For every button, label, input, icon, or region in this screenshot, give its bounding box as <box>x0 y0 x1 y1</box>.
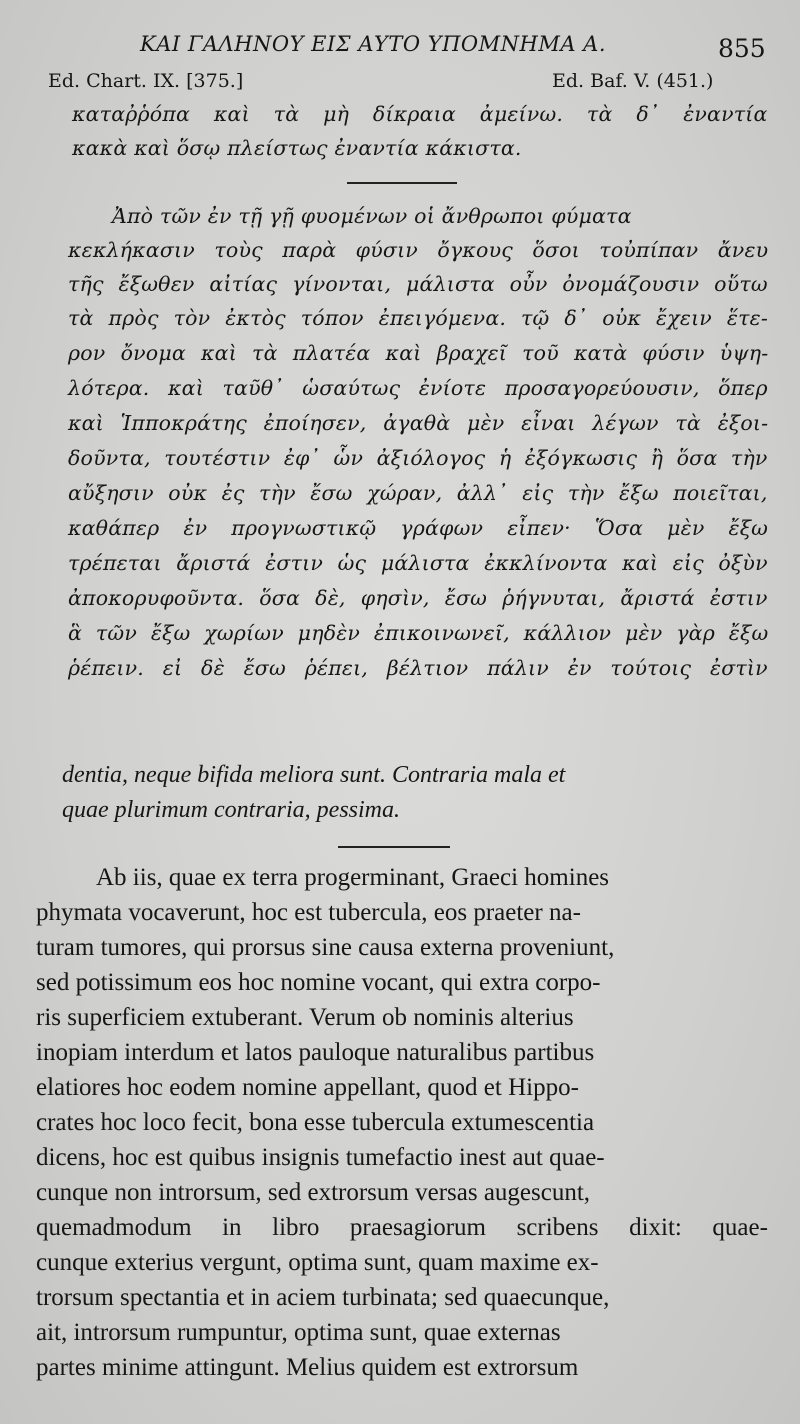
greek-lemma-line: κακὰ καὶ ὅσῳ πλείστως ἐναντία κάκιστα. <box>72 136 522 160</box>
latin-commentary-line: sed potissimum eos hoc nomine vocant, qui extra corpo- <box>36 969 601 996</box>
latin-commentary-line: ris superficiem extuberant. Verum ob nominis alterius <box>36 1004 574 1031</box>
latin-commentary-line: trorsum spectantia et in aciem turbinata; sed quaecunque, <box>36 1284 610 1311</box>
greek-commentary-line: ῥέπειν. εἰ δὲ ἔσω ῥέπει, βέλτιον πάλιν ἐν τούτοις ἐστὶν <box>68 656 768 680</box>
edition-references <box>0 70 800 100</box>
latin-commentary-line: dicens, hoc est quibus insignis tumefactio inest aut quae- <box>36 1144 605 1171</box>
greek-commentary-line: ἀποκορυφοῦντα. ὅσα δὲ, φησὶν, ἔσω ῥήγνυται, ἄριστά ἐστιν <box>68 586 768 610</box>
latin-commentary-line: ait, introrsum rumpuntur, optima sunt, quae externas <box>36 1319 561 1346</box>
running-head-title: ΚΑΙ ΓΑΛΗΝΟΥ ΕΙΣ ΑΥΤΟ ΥΠΟΜΝΗΜΑ Α. <box>140 32 607 56</box>
greek-commentary-line: ἃ τῶν ἔξω χωρίων μηδὲν ἐπικοινωνεῖ, κάλλιον μὲν γὰρ ἔξω <box>68 621 769 645</box>
edition-basel: Ed. Baf. V. (451.) <box>552 70 714 92</box>
greek-commentary-line: κεκλήκασιν τοὺς παρὰ φύσιν ὄγκους ὅσοι τοὐπίπαν ἄνευ <box>68 238 769 262</box>
latin-commentary-line: cunque exterius vergunt, optima sunt, quam maxime ex- <box>36 1249 599 1276</box>
latin-commentary-line: inopiam interdum et latos pauloque naturalibus partibus <box>36 1039 595 1066</box>
greek-commentary-line: Ἀπὸ τῶν ἐν τῇ γῇ φυομένων οἱ ἄνθρωποι φύματα <box>112 204 632 228</box>
latin-commentary-line: quemadmodum in libro praesagiorum scribens dixit: quae- <box>36 1214 768 1241</box>
latin-commentary-line: crates hoc loco fecit, bona esse tubercula extumescentia <box>36 1109 595 1136</box>
running-head <box>0 30 800 66</box>
latin-commentary-line: Ab iis, quae ex terra progerminant, Graeci homines <box>96 864 610 891</box>
latin-commentary-line: phymata vocaverunt, hoc est tubercula, eos praeter na- <box>36 899 581 926</box>
section-rule <box>347 182 457 184</box>
latin-commentary-line: elatiores hoc eodem nomine appellant, quod et Hippo- <box>36 1074 579 1101</box>
edition-chartier: Ed. Chart. IX. [375.] <box>48 70 244 92</box>
latin-commentary-line: cunque non introrsum, sed extrorsum versas augescunt, <box>36 1179 591 1206</box>
greek-commentary-line: αὔξησιν οὐκ ἐς τὴν ἔσω χώραν, ἀλλ᾽ εἰς τὴν ἔξω ποιεῖται, <box>68 481 768 505</box>
greek-commentary-line: καθάπερ ἐν προγνωστικῷ γράφων εἶπεν· Ὅσα μὲν ἔξω <box>68 516 769 540</box>
greek-commentary-line: τρέπεται ἄριστά ἐστιν ὡς μάλιστα ἐκκλίνοντα καὶ εἰς ὀξὺν <box>68 551 768 575</box>
greek-commentary-line: λότερα. καὶ ταῦθ᾽ ὡσαύτως ἐνίοτε προσαγορεύουσιν, ὅπερ <box>68 376 768 400</box>
latin-commentary-line: partes minime attingunt. Melius quidem est extrorsum <box>36 1354 579 1381</box>
greek-commentary-line: ρον ὄνομα καὶ τὰ πλατέα καὶ βραχεῖ τοῦ κατὰ φύσιν ὑψη- <box>68 341 769 365</box>
greek-commentary-line: δοῦντα, τουτέστιν ἐφ᾽ ὧν ἀξιόλογος ἡ ἐξόγκωσις ἢ ὅσα τὴν <box>68 446 768 470</box>
latin-lemma-line: dentia, neque bifida meliora sunt. Contraria mala et <box>62 762 566 788</box>
page-number: 855 <box>718 34 766 63</box>
greek-lemma-line: καταῤῥόπα καὶ τὰ μὴ δίκραια ἀμείνω. τὰ δ᾽ ἐναντία <box>72 102 768 126</box>
greek-commentary-line: καὶ Ἱπποκράτης ἐποίησεν, ἀγαθὰ μὲν εἶναι λέγων τὰ ἐξοι- <box>68 411 769 435</box>
latin-lemma-line: quae plurimum contraria, pessima. <box>62 797 400 823</box>
greek-commentary-line: τὰ πρὸς τὸν ἐκτὸς τόπον ἐπειγόμενα. τῷ δ᾽ οὐκ ἔχειν ἕτε- <box>68 306 768 330</box>
section-rule <box>338 846 450 848</box>
latin-commentary-line: turam tumores, qui prorsus sine causa externa proveniunt, <box>36 934 615 961</box>
greek-commentary-line: τῆς ἔξωθεν αἰτίας γίνονται, μάλιστα οὖν ὀνομάζουσιν οὕτω <box>68 272 768 296</box>
